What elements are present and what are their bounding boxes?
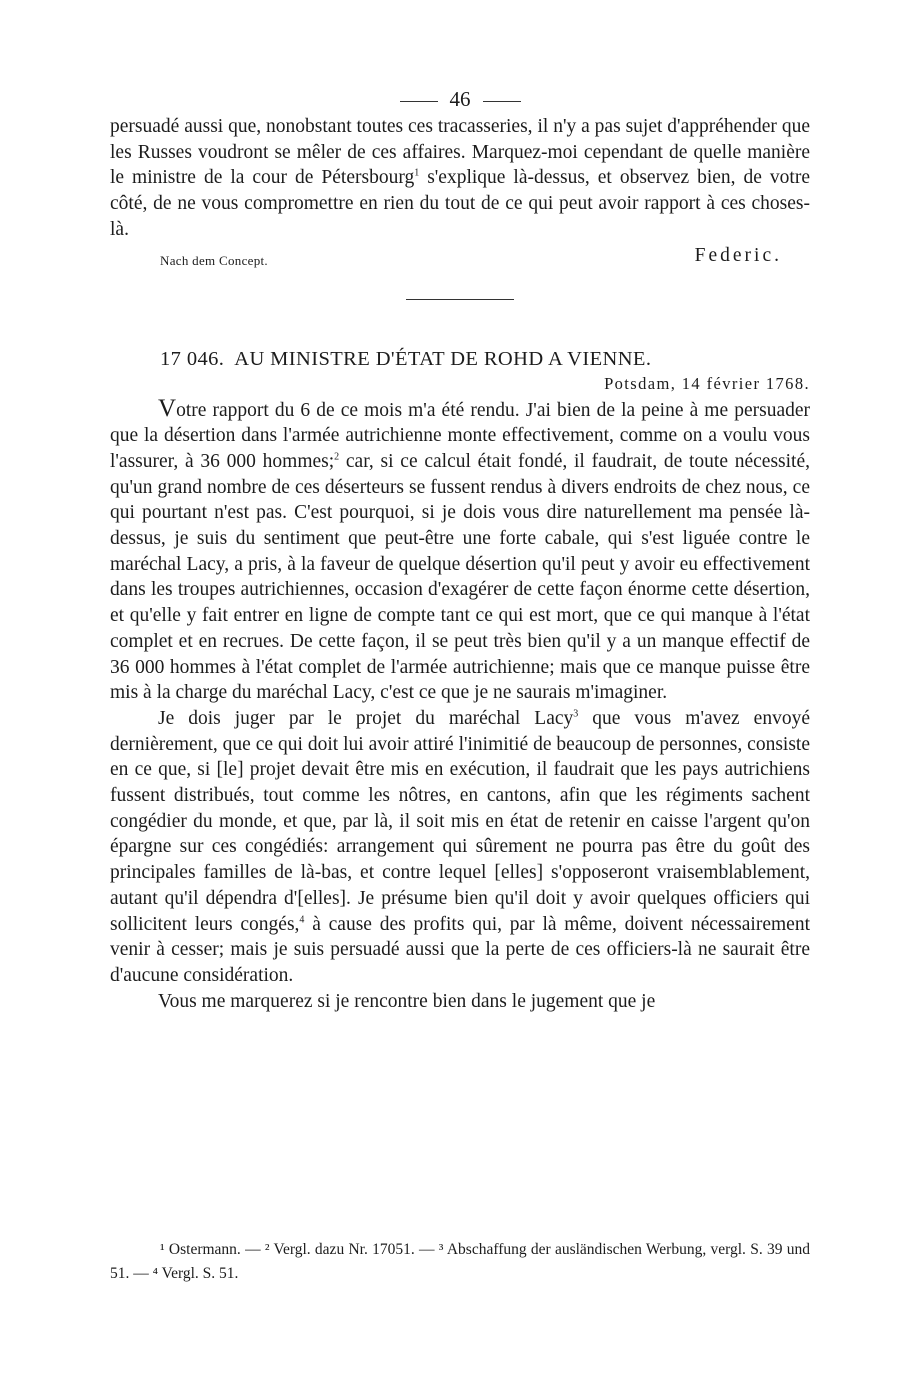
signature: Federic. (694, 244, 782, 266)
page-header (110, 84, 810, 114)
footnote-ref-4: 4 (299, 914, 305, 926)
prev-letter-ending (110, 114, 810, 243)
paragraph-3: Vous me marquerez si je rencontre bien dans le jugement que je (158, 990, 656, 1012)
paragraph-2-text-c: à cause des profits qui, par là même, doivent nécessairement venir à cesser; mais je suis persuadé aussi que la perte de ces officiers-là ne saurait être d'aucune considération. (110, 913, 810, 986)
letter-heading (110, 346, 810, 372)
prev-letter-text-cont: s'explique là-dessus, et observez bien, de votre côté, de ne vous compromettre en rien du tout de ce qui peut avoir rapport à ces choses-là. (110, 167, 811, 240)
paragraph-2 (110, 706, 810, 989)
paragraph-1-text-a: otre rapport du 6 de ce mois m'a été rendu. J'ai bien de la peine à me persuader que la désertion dans l'armée autrichienne monte effectivement, comme on a voulu vous l'assurer, à 36 000 hommes; (110, 399, 810, 472)
footnote-ref-1: 1 (414, 167, 420, 179)
letter-title: AU MINISTRE D'ÉTAT DE ROHD A VIENNE. (234, 347, 652, 370)
initial-letter: V (158, 394, 177, 422)
place-date: Potsdam, 14 février 1768. (604, 373, 810, 393)
section-divider (406, 299, 514, 300)
header-dash-left (400, 101, 438, 102)
prev-letter-text: persuadé aussi que, nonobstant toutes ces tracasseries, il n'y a pas sujet d'appréhender que les Russes voudront se mêler de ces affaires. Marquez-moi cependant de quelle manière le ministre de la cour de Pétersbourg (110, 116, 810, 189)
footnote-ref-3: 3 (573, 708, 579, 720)
page-number: 46 (449, 87, 471, 111)
footnote-ref-2: 2 (334, 451, 340, 463)
source-note: Nach dem Concept. (160, 252, 268, 268)
paragraph-1-text-b: car, si ce calcul était fondé, il faudrait, de toute nécessité, qu'un grand nombre de ces déserteurs se fussent rendus à divers endroits de chez nous, ce qui pourtant n'est pas. C'est pourquoi, si je dois vous dire naturellement ma pensée là-dessus, je suis du sentiment que peut-être une forte cabale, qui s'est liguée contre le maréchal Lacy, a pris, à la faveur de quelque désertion qu'il peut y avoir eu effectivement dans les troupes autrichiennes, occasion d'exagérer de cette façon énorme cette désertion, et qu'elle y fait entrer en ligne de compte tant ce qui est mort, que ce qui manque à l'état complet et en recrues. De cette façon, il se peut très bien qu'il y a un manque effectif de 36 000 hommes à l'état complet de l'armée autrichienne; mais que ce manque puisse être mis à la charge du maréchal Lacy, c'est ce que je ne saurais m'imaginer. (110, 450, 810, 704)
paragraph-2-text-a: Je dois juger par le projet du maréchal Lacy (158, 707, 574, 729)
signature-row (110, 245, 810, 275)
letter-number: 17 046. (160, 347, 225, 370)
paragraph-1 (110, 396, 810, 706)
paragraph-2-text-b: que vous m'avez envoyé dernièrement, que ce qui doit lui avoir attiré l'inimitié de beaucoup de personnes, consiste en ce que, si [le] projet devait être mis en exécution, il faudrait que les pays autrichiens fussent distribués, tout comme les nôtres, en cantons, afin que les régiments sachent congédier du monde, et que, par là, il soit mis en état de retenir en caisse l'argent qu'on épargne sur ces congédiés: arrangement qui sûrement ne pourra pas être du goût des principales familles de là-bas, et contre lequel [elles] s'opposeront vraisemblablement, autant qu'il dépendra d'[elles]. Je présume bien qu'il doit y avoir quelques officiers qui sollicitent leurs congés, (110, 707, 810, 935)
footnotes: ¹ Ostermann. — ² Vergl. dazu Nr. 17051. — ³ Abschaffung der ausländischen Werbung, vergl. S. 39 und 51. — ⁴ Vergl. S. 51. (110, 1241, 810, 1282)
page (110, 84, 810, 1014)
header-dash-right (483, 101, 521, 102)
